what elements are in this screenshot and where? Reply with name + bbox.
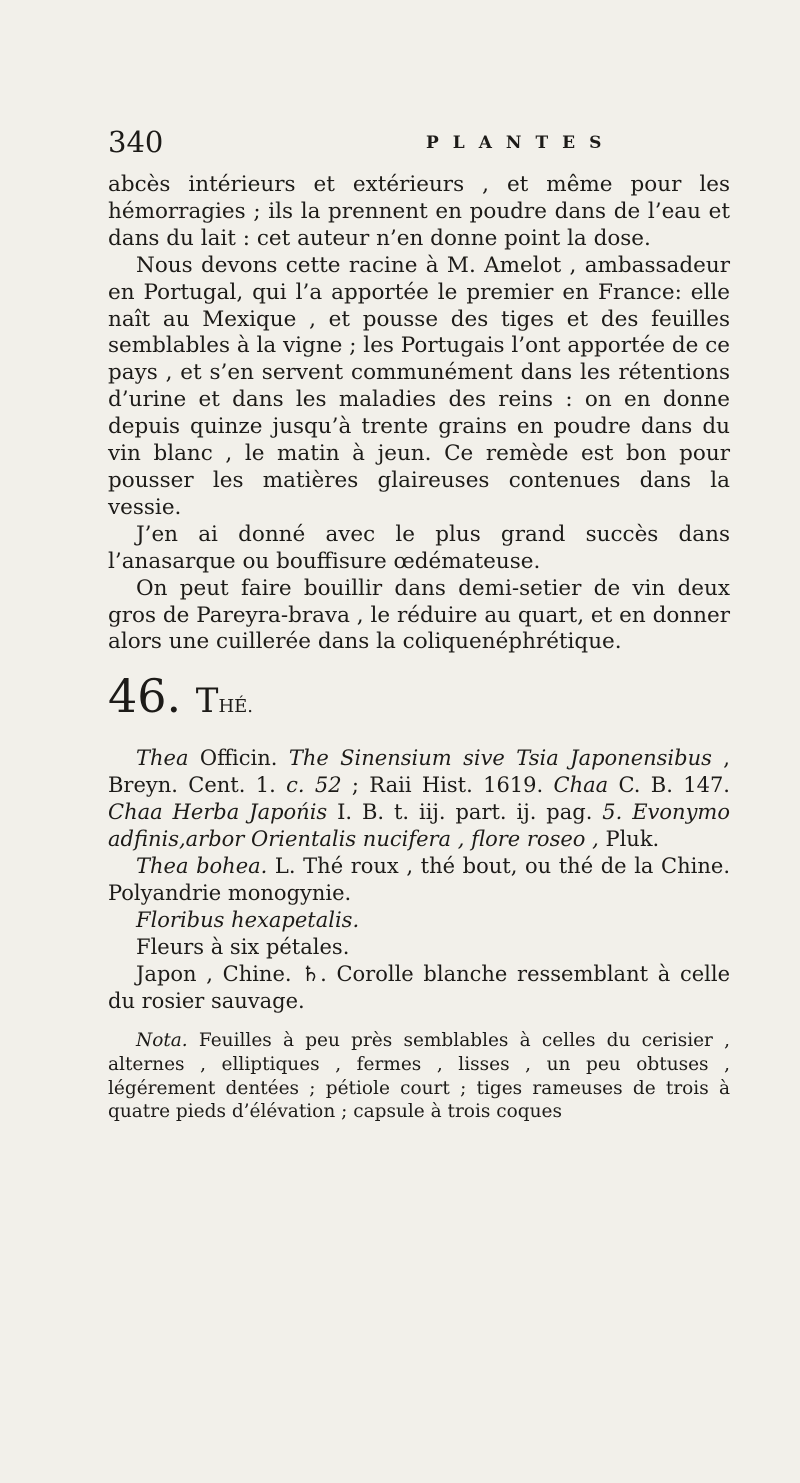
note-text: Feuilles à peu près semblables à celles du cerisier , alternes , elliptiques , fermes , lisses , un peu obtuses , légérement dentées ; pétiole court ; tiges rameuses de trois à quatre pieds d’élévation ; capsule à trois coques: [108, 1030, 730, 1123]
paragraph: J’en ai donné avec le plus grand succès dans l’anasarque ou bouffisure œdémateuse.: [108, 521, 730, 574]
section-number: 46.: [108, 669, 182, 724]
synonym-text: , Breyn. Cent. 1.: [108, 746, 730, 798]
species-description: L. Thé roux , thé bout, ou thé de la Chine. Polyandrie monogynie.: [108, 854, 730, 906]
synonym-text: Pluk.: [598, 827, 660, 852]
paragraph: abcès intérieurs et extérieurs , et même pour les hémorragies ; ils la prennent en poudre dans de l’eau et dans du lait : cet auteur n’en donne point la dose.: [108, 172, 730, 251]
species-line: [108, 853, 730, 907]
species-name: Thea bohea.: [136, 854, 268, 879]
paragraph: Nous devons cette racine à M. Amelot , ambassadeur en Portugal, qui l’a apportée le premier en France: elle naît au Mexique , et pousse des tiges et des feuilles semblables à la vigne ; les Portugais l’ont apportée de ce pays , et s’en servent communément dans les rétentions d’urine et dans les maladies des reins : on en donne depuis quinze jusqu’à trente grains en poudre dans du vin blanc , le matin à jeun. Ce remède est bon pour pousser les matières glaireuses contenues dans la vessie.: [108, 252, 730, 520]
synonym-text: Thea: [136, 746, 189, 771]
section-title-initial: T: [195, 681, 219, 722]
synonym-text: C. B. 147.: [608, 773, 730, 798]
body-text: [108, 172, 730, 1124]
section-title-rest: HÉ.: [218, 696, 254, 718]
synonym-text: 5. Evonymo adfinis,arbor Orientalis nucifera , flore roseo ,: [108, 800, 730, 852]
running-title: PLANTES: [426, 133, 616, 153]
paragraph: On peut faire bouillir dans demi-setier de vin deux gros de Pareyra-brava , le réduire au quart, et en donner alors une cuillerée dans la coliquenéphrétique.: [108, 575, 730, 655]
page-number: 340: [108, 125, 164, 159]
synonym-text: I. B. t. iij. part. ij. pag.: [327, 800, 603, 825]
synonym-text: The Sinensium sive Tsia Japonensibus: [288, 746, 712, 771]
section-heading: [108, 669, 730, 731]
synonymy: [108, 745, 730, 853]
note-lead: Nota.: [136, 1030, 188, 1052]
synonym-text: Officin.: [188, 746, 289, 771]
habitat-line: Japon , Chine. ♄. Corolle blanche ressemblant à celle du rosier sauvage.: [108, 962, 730, 1014]
floribus-line: Floribus hexapetalis.: [136, 908, 360, 933]
fleurs-line: Fleurs à six pétales.: [136, 935, 350, 960]
note-paragraph: [108, 1029, 730, 1123]
synonym-text: ; Raii Hist. 1619.: [341, 773, 554, 798]
synonym-text: Chaa: [553, 773, 609, 798]
synonym-text: Chaa Herba Japońis: [108, 800, 328, 825]
page-header: [108, 125, 730, 165]
synonym-text: c. 52: [286, 773, 342, 798]
